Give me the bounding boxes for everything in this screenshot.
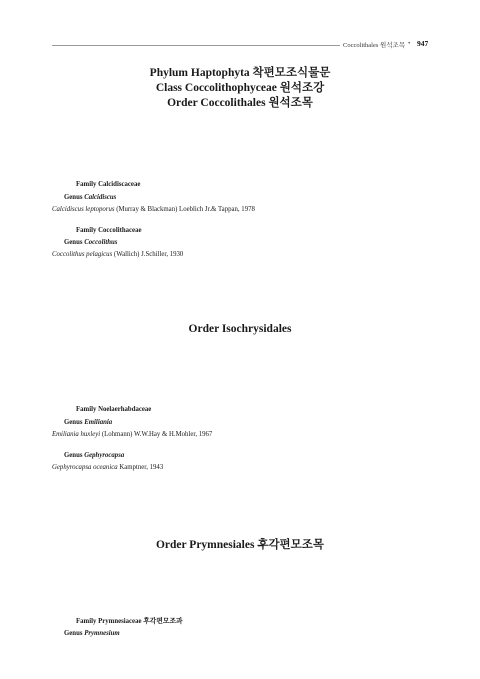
species-author: (Wallich) J.Schiller, 1930 <box>112 251 184 258</box>
species-name: Coccolithus pelagicus <box>52 251 113 258</box>
genus-emiliania <box>64 418 112 427</box>
genus-prefix: Genus <box>64 194 83 201</box>
species-name: Emiliania huxleyi <box>52 431 101 438</box>
genus-gephyrocapsa <box>64 451 124 460</box>
genus-coccolithus <box>64 238 117 247</box>
family-prymnesiaceae: Family Prymnesiaceae 후각편모조과 <box>76 618 183 625</box>
title-order-coccolithales: Order Coccolithales 원석조목 <box>167 97 313 109</box>
species-gephyrocapsa-oceanica <box>52 463 163 472</box>
family-noelaerhabdaceae: Family Noelaerhabdaceae <box>76 406 152 413</box>
genus-name: Coccolithus <box>84 239 118 246</box>
species-emiliania-huxleyi <box>52 430 212 439</box>
family-calcidiscaceae: Family Calcidiscaceae <box>76 181 141 188</box>
genus-name: Emiliania <box>84 419 113 426</box>
running-title: Coccolithales 원석조목 <box>343 42 406 49</box>
order-prymnesiales-block <box>0 538 480 553</box>
title-order-isochrysidales: Order Isochrysidales <box>188 323 292 335</box>
species-coccolithus-pelagicus <box>52 250 183 259</box>
genus-name: Calcidiscus <box>84 194 117 201</box>
family-coccolithaceae: Family Coccolithaceae <box>76 227 142 234</box>
genus-name: Gephyrocapsa <box>84 452 125 459</box>
order-isochrysidales-block <box>0 322 480 337</box>
title-phylum: Phylum Haptophyta 착편모조식물문 <box>149 67 331 79</box>
genus-prefix: Genus <box>64 452 83 459</box>
species-author: (Lohmann) W.W.Hay & H.Mohler, 1967 <box>100 431 213 438</box>
species-name: Calcidiscus leptoporus <box>52 206 115 213</box>
main-title-block <box>0 66 480 111</box>
genus-calcidiscus <box>64 193 116 202</box>
header-separator: • <box>408 40 411 47</box>
genus-prefix: Genus <box>64 419 83 426</box>
genus-prefix: Genus <box>64 630 83 637</box>
title-class: Class Coccolithophyceae 원석조강 <box>155 82 325 94</box>
header-rule <box>52 45 340 46</box>
genus-name: Prymnesium <box>84 630 120 637</box>
title-order-prymnesiales: Order Prymnesiales 후각편모조목 <box>155 539 324 551</box>
genus-prymnesium <box>64 629 120 638</box>
species-calcidiscus-leptoporus <box>52 205 255 214</box>
species-name: Gephyrocapsa oceanica <box>52 464 118 471</box>
species-author: Kamptner, 1943 <box>117 464 164 471</box>
species-author: (Murray & Blackman) Loeblich Jr.& Tappan, 1978 <box>114 206 255 213</box>
genus-prefix: Genus <box>64 239 83 246</box>
page-number: 947 <box>417 39 429 48</box>
